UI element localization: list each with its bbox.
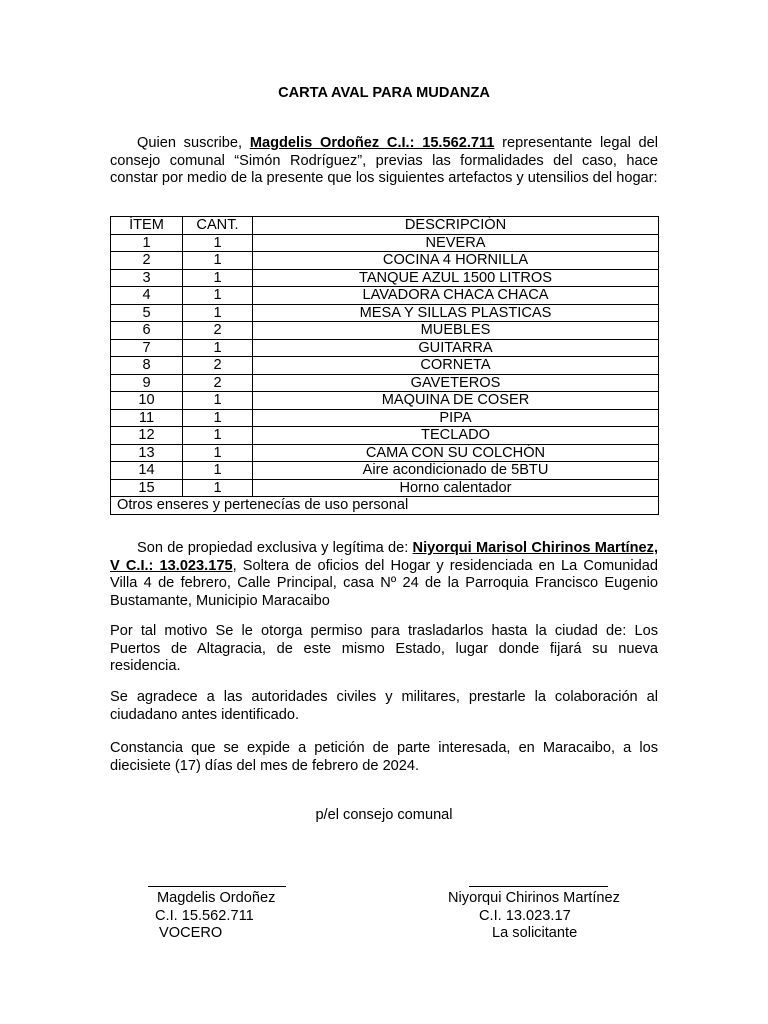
row-description: MUEBLES bbox=[253, 322, 659, 340]
row-description: NEVERA bbox=[253, 234, 659, 252]
table-row bbox=[111, 427, 659, 445]
signer-right-id: C.I. 13.023.17 bbox=[479, 907, 571, 924]
row-item-number: 8 bbox=[111, 357, 183, 375]
document-title: CARTA AVAL PARA MUDANZA bbox=[278, 85, 490, 101]
row-description: Aire acondicionado de 5BTU bbox=[253, 462, 659, 480]
row-quantity: 1 bbox=[183, 269, 253, 287]
table-row bbox=[111, 444, 659, 462]
row-quantity: 2 bbox=[183, 322, 253, 340]
row-quantity: 1 bbox=[183, 462, 253, 480]
row-description: CORNETA bbox=[253, 357, 659, 375]
row-description: TANQUE AZUL 1500 LITROS bbox=[253, 269, 659, 287]
council-line: p/el consejo comunal bbox=[315, 807, 453, 823]
table-row bbox=[111, 304, 659, 322]
row-item-number: 6 bbox=[111, 322, 183, 340]
row-quantity: 1 bbox=[183, 339, 253, 357]
table-row bbox=[111, 322, 659, 340]
intro-text-end: representante legal del consejo comunal “Simón Rodríguez”, previas las formalidades del caso, hace constar por medio de la presente que los siguientes artefactos y utensilios del hogar: bbox=[110, 135, 659, 187]
row-description: GUITARRA bbox=[253, 339, 659, 357]
signature-line-right bbox=[469, 886, 608, 887]
row-description: TECLADO bbox=[253, 427, 659, 445]
table-row bbox=[111, 374, 659, 392]
table-row bbox=[111, 287, 659, 305]
row-item-number: 10 bbox=[111, 392, 183, 410]
signature-right bbox=[448, 886, 634, 943]
row-quantity: 1 bbox=[183, 427, 253, 445]
row-item-number: 2 bbox=[111, 252, 183, 270]
thanks-paragraph: Se agradece a las autoridades civiles y militares, prestarle la colaboración al ciudadano antes identificado. bbox=[110, 689, 658, 723]
ownership-paragraph bbox=[110, 540, 658, 610]
intro-paragraph bbox=[110, 135, 658, 188]
row-quantity: 1 bbox=[183, 479, 253, 497]
row-description: COCINA 4 HORNILLA bbox=[253, 252, 659, 270]
row-quantity: 1 bbox=[183, 287, 253, 305]
row-description: PIPA bbox=[253, 409, 659, 427]
row-item-number: 3 bbox=[111, 269, 183, 287]
row-description: MAQUINA DE COSER bbox=[253, 392, 659, 410]
signer-right-name: Niyorqui Chirinos Martínez bbox=[448, 890, 620, 906]
row-item-number: 1 bbox=[111, 234, 183, 252]
permission-paragraph: Por tal motivo Se le otorga permiso para trasladarlos hasta la ciudad de: Los Puertos de Altagracia, de este mismo Estado, lugar donde fijará su nueva residencia. bbox=[110, 623, 658, 675]
ownership-text-start: Son de propiedad exclusiva y legítima de: bbox=[137, 540, 413, 556]
row-quantity: 2 bbox=[183, 357, 253, 375]
table-row bbox=[111, 339, 659, 357]
table-row bbox=[111, 269, 659, 287]
row-description: GAVETEROS bbox=[253, 374, 659, 392]
table-footer-row bbox=[111, 497, 659, 515]
signer-left-role: VOCERO bbox=[159, 925, 223, 942]
row-item-number: 5 bbox=[111, 304, 183, 322]
signer-left-id: C.I. 15.562.711 bbox=[155, 907, 254, 924]
table-row bbox=[111, 357, 659, 375]
row-quantity: 1 bbox=[183, 304, 253, 322]
row-item-number: 11 bbox=[111, 409, 183, 427]
row-quantity: 1 bbox=[183, 444, 253, 462]
table-row bbox=[111, 252, 659, 270]
table-row bbox=[111, 462, 659, 480]
row-item-number: 13 bbox=[111, 444, 183, 462]
row-quantity: 1 bbox=[183, 252, 253, 270]
signer-name-id: Magdelis Ordoñez C.I.: 15.562.711 bbox=[249, 135, 495, 151]
table-header-row bbox=[111, 217, 659, 235]
table-row bbox=[111, 234, 659, 252]
row-description: CAMA CON SU COLCHÓN bbox=[253, 444, 659, 462]
header-item: ÍTEM bbox=[111, 217, 183, 235]
row-quantity: 2 bbox=[183, 374, 253, 392]
header-quantity: CANT. bbox=[183, 217, 253, 235]
table-row bbox=[111, 392, 659, 410]
table-row bbox=[111, 409, 659, 427]
table-footer-note: Otros enseres y pertenecías de uso personal bbox=[111, 497, 659, 515]
signature-left bbox=[148, 886, 286, 943]
row-item-number: 7 bbox=[111, 339, 183, 357]
row-item-number: 15 bbox=[111, 479, 183, 497]
row-quantity: 1 bbox=[183, 409, 253, 427]
ownership-text-end: , Soltera de oficios del Hogar y residenciada en La Comunidad Villa 4 de febrero, Calle Principal, casa Nº 24 de la Parroquia Francisco Eugenio Bustamante, Municipio Maracaibo bbox=[110, 557, 658, 609]
row-item-number: 4 bbox=[111, 287, 183, 305]
row-item-number: 9 bbox=[111, 374, 183, 392]
row-description: Horno calentador bbox=[253, 479, 659, 497]
row-item-number: 14 bbox=[111, 462, 183, 480]
row-quantity: 1 bbox=[183, 392, 253, 410]
header-description: DESCRIPCIÓN bbox=[253, 217, 659, 235]
signer-right-role: La solicitante bbox=[492, 925, 578, 942]
row-description: LAVADORA CHACA CHACA bbox=[253, 287, 659, 305]
items-table bbox=[110, 216, 659, 515]
row-quantity: 1 bbox=[183, 234, 253, 252]
table-row bbox=[111, 479, 659, 497]
owner-name-id: Niyorqui Marisol Chirinos Martínez, V C.I.: 13.023.175 bbox=[110, 540, 658, 574]
row-description: MESA Y SILLAS PLASTICAS bbox=[253, 304, 659, 322]
constancy-paragraph: Constancia que se expide a petición de parte interesada, en Maracaibo, a los diecisiete (17) días del mes de febrero de 2024. bbox=[110, 740, 658, 774]
signer-left-name: Magdelis Ordoñez bbox=[157, 890, 276, 906]
row-item-number: 12 bbox=[111, 427, 183, 445]
intro-text-start: Quien suscribe, bbox=[137, 135, 250, 151]
signature-line-left bbox=[148, 886, 286, 887]
